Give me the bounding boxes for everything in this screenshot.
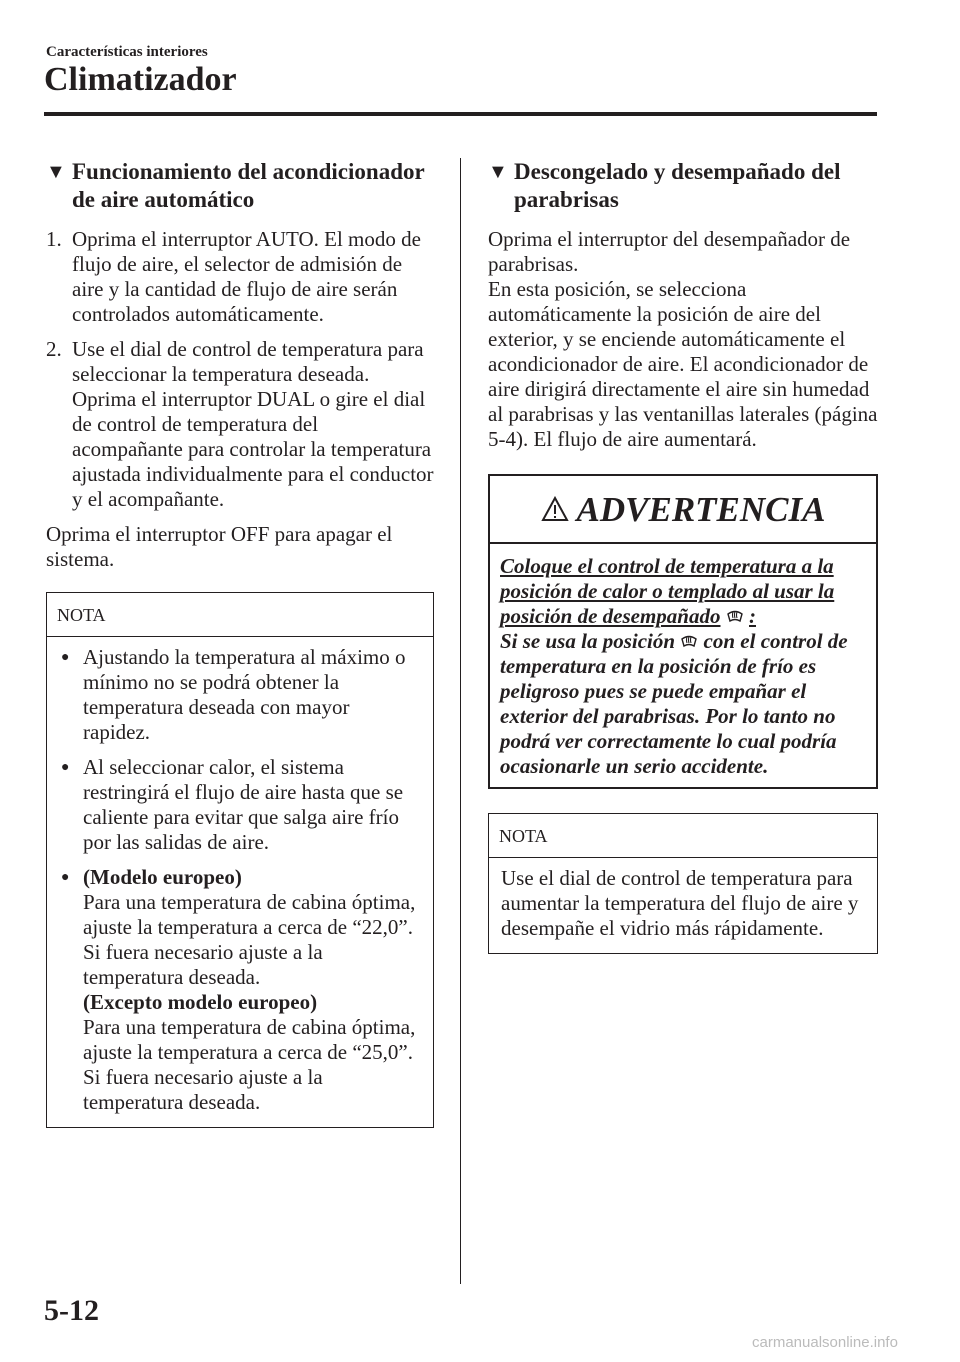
step-number: 1. <box>46 227 62 251</box>
warning-underlined: Coloque el control de temperatura a la posición de calor o templado al usar la posición de desempañado <box>500 554 835 628</box>
right-heading-text: Descongelado y desempañado del parabrisas <box>514 159 841 212</box>
warning-header <box>490 476 876 544</box>
section-label: Características interiores <box>46 44 208 60</box>
right-paragraph-2: En esta posición, se selecciona automáticamente la posición de aire del exterior, y se enciende automáticamente el acondicionador de aire. El acondicionador de aire dirigirá directamente el aire sin humedad al parabrisas y las ventanillas laterales (página 5-4). El flujo de aire aumentará. <box>488 277 878 451</box>
left-heading-text: Funcionamiento del acondicionador de aire automático <box>72 159 425 212</box>
watermark: carmanualsonline.info <box>752 1334 898 1351</box>
windshield-defroster-icon <box>680 633 698 649</box>
nota-text: Use el dial de control de temperatura para aumentar la temperatura del flujo de aire y desempañe el vidrio más rápidamente. <box>501 866 859 940</box>
warning-text-a: Si se usa la posición <box>500 629 676 653</box>
nota-label: NOTA <box>47 593 433 637</box>
warning-body <box>490 544 876 787</box>
step-text-extra: Oprima el interruptor DUAL o gire el dial de control de temperatura del acompañante para controlar la temperatura ajustada individualmente para el conductor y el acompañante. <box>72 387 434 511</box>
warning-title: ADVERTENCIA <box>576 489 826 529</box>
step-text: Use el dial de control de temperatura para seleccionar la temperatura deseada. <box>72 337 424 386</box>
nota-bullet <box>59 865 421 1115</box>
warning-triangle-icon <box>541 496 569 522</box>
bullet-text: Al seleccionar calor, el sistema restringirá el flujo de aire hasta que se caliente para evitar que salga aire frío por las salidas de aire. <box>83 755 404 854</box>
warning-box <box>488 474 878 789</box>
nota-box-right <box>488 813 878 954</box>
bullet-dot-icon: ● <box>61 870 70 885</box>
euro-label: (Modelo europeo) <box>83 865 242 889</box>
bullet-text: Ajustando la temperatura al máximo o mínimo no se podrá obtener la temperatura deseada con mayor rapidez. <box>83 645 406 744</box>
header-rule <box>44 112 877 116</box>
noneuro-text: Para una temperatura de cabina óptima, ajuste la temperatura a cerca de “25,0”. Si fuera necesario ajuste a la temperatura deseada. <box>83 1015 416 1114</box>
left-heading <box>46 158 434 214</box>
page-number: 5-12 <box>44 1294 99 1327</box>
down-triangle-icon: ▼ <box>46 161 66 183</box>
bullet-body <box>83 865 421 1115</box>
right-heading <box>488 158 878 214</box>
bullet-dot-icon: ● <box>61 760 70 775</box>
step-body <box>72 337 434 512</box>
step-number: 2. <box>46 337 62 361</box>
warning-text-b: con el control de temperatura en la posición de frío es peligroso pues se puede empañar el exterior del parabrisas. Por lo tanto no podrá ver correctamente lo cual podría ocasionarle un serio accidente. <box>500 629 848 778</box>
nota-body <box>489 858 877 953</box>
off-paragraph: Oprima el interruptor OFF para apagar el sistema. <box>46 522 393 571</box>
nota-body <box>47 637 433 1127</box>
warning-colon: : <box>749 604 756 628</box>
windshield-defroster-icon <box>726 608 744 624</box>
down-triangle-icon: ▼ <box>488 161 508 183</box>
nota-bullet <box>59 755 421 855</box>
nota-label: NOTA <box>489 814 877 858</box>
column-divider <box>460 158 461 1284</box>
nota-bullet <box>59 645 421 745</box>
step-2 <box>46 337 434 512</box>
bullet-dot-icon: ● <box>61 650 70 665</box>
step-1 <box>46 227 434 327</box>
noneuro-label: (Excepto modelo europeo) <box>83 990 318 1014</box>
nota-box <box>46 592 434 1128</box>
page-title: Climatizador <box>44 61 237 98</box>
right-column <box>488 158 878 954</box>
right-paragraph-1: Oprima el interruptor del desempañador de parabrisas. <box>488 227 851 276</box>
left-column <box>46 158 434 1128</box>
step-text: Oprima el interruptor AUTO. El modo de flujo de aire, el selector de admisión de aire y la cantidad de flujo de aire serán controlados automáticamente. <box>72 227 421 326</box>
euro-text: Para una temperatura de cabina óptima, ajuste la temperatura a cerca de “22,0”. Si fuera necesario ajuste a la temperatura deseada. <box>83 890 416 989</box>
